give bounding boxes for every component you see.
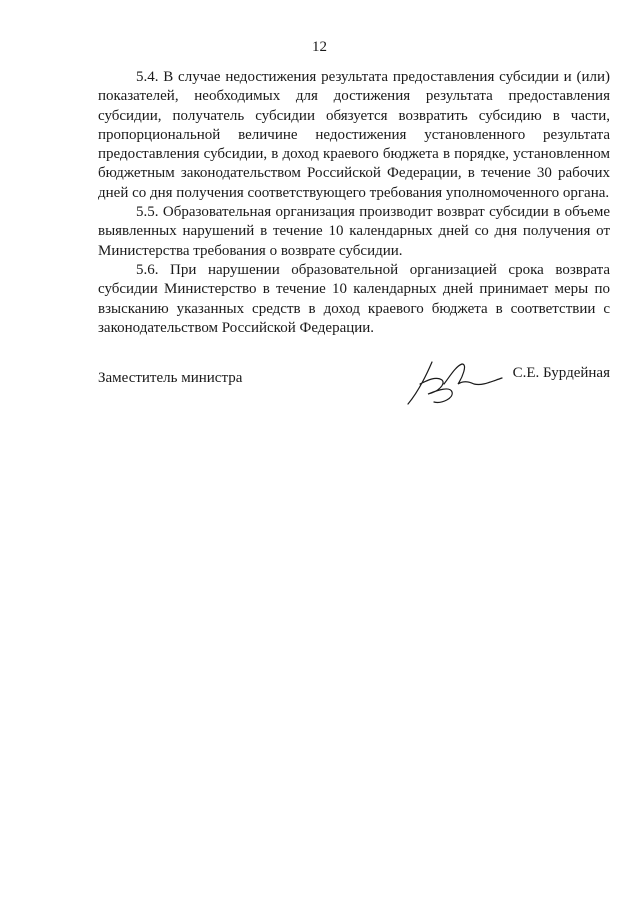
paragraph-5-6: 5.6. При нарушении образовательной организацией срока возврата субсидии Министерство в течение 10 календарных дней принимает меры по взысканию указанных средств в доход краевого бюджета в соответствии с законодательством Российской Федерации. (98, 261, 610, 336)
document-body (98, 68, 610, 338)
handwritten-signature (398, 354, 518, 414)
page-number: 12 (312, 39, 327, 55)
signature-block (98, 364, 610, 424)
signatory-name: С.Е. Бурдейная (512, 365, 610, 381)
paragraph-5-4: 5.4. В случае недостижения результата предоставления субсидии и (или) показателей, необходимых для достижения результата предоставления субсидии, получатель субсидии обязуется возвратить субсидию в части, пропорциональной величине недостижения установленного результата предоставления субсидии, в доход краевого бюджета в порядке, установленном бюджетным законодательством Российской Федерации, в течение 30 рабочих дней со дня получения соответствующего требования уполномоченного органа. (98, 69, 610, 201)
signatory-title: Заместитель министра (98, 370, 243, 386)
paragraph-5-5: 5.5. Образовательная организация производит возврат субсидии в объеме выявленных нарушений в течение 10 календарных дней со дня получения от Министерства требования о возврате субсидии. (98, 204, 610, 259)
